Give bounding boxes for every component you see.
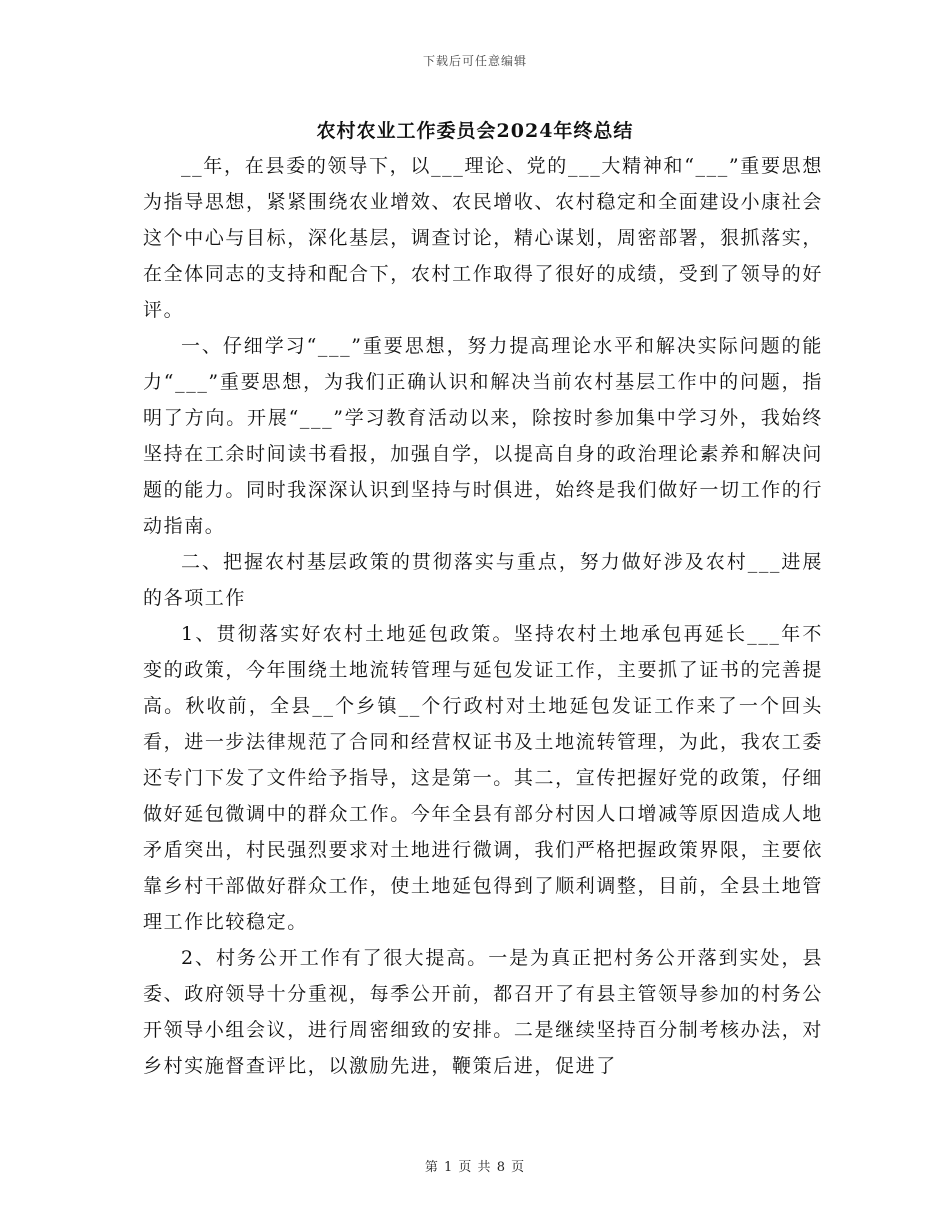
document-body	[143, 148, 823, 1084]
paragraph-section-2-heading: 二、把握农村基层政策的贯彻落实与重点，努力做好涉及农村___进展的各项工作	[143, 551, 823, 609]
paragraph-item-1: 1、贯彻落实好农村土地延包政策。坚持农村土地承包再延长___年不变的政策，今年围绕土地流转管理与延包发证工作，主要抓了证书的完善提高。秋收前，全县__个乡镇__个行政村对土地延包发证工作来了一个回头看，进一步法律规范了合同和经营权证书及土地流转管理，为此，我农工委还专门下发了文件给予指导，这是第一。其二，宣传把握好党的政策，仔细做好延包微调中的群众工作。今年全县有部分村因人口增减等原因造成人地矛盾突出，村民强烈要求对土地进行微调，我们严格把握政策界限，主要依靠乡村干部做好群众工作，使土地延包得到了顺利调整，目前，全县土地管理工作比较稳定。	[143, 623, 823, 933]
header-note: 下载后可任意编辑	[422, 54, 527, 68]
page-number-footer: 第 1 页 共 8 页	[424, 1160, 526, 1175]
paragraph-intro: __年，在县委的领导下，以___理论、党的___大精神和“___”重要思想为指导思想，紧紧围绕农业增效、农民增收、农村稳定和全面建设小康社会这个中心与目标，深化基层，调查讨论，精心谋划，周密部署，狠抓落实，在全体同志的支持和配合下，农村工作取得了很好的成绩，受到了领导的好评。	[143, 155, 823, 321]
document-title: 农村农业工作委员会2024年终总结	[316, 120, 634, 142]
paragraph-item-2: 2、村务公开工作有了很大提高。一是为真正把村务公开落到实处，县委、政府领导十分重视，每季公开前，都召开了有县主管领导参加的村务公开领导小组会议，进行周密细致的安排。二是继续坚持百分制考核办法，对乡村实施督查评比，以激励先进，鞭策后进，促进了	[143, 947, 823, 1077]
paragraph-section-1: 一、仔细学习“___”重要思想，努力提高理论水平和解决实际问题的能力“___”重要思想，为我们正确认识和解决当前农村基层工作中的问题，指明了方向。开展“___”学习教育活动以来，除按时参加集中学习外，我始终坚持在工余时间读书看报，加强自学，以提高自身的政治理论素养和解决问题的能力。同时我深深认识到坚持与时俱进，始终是我们做好一切工作的行动指南。	[143, 335, 823, 537]
